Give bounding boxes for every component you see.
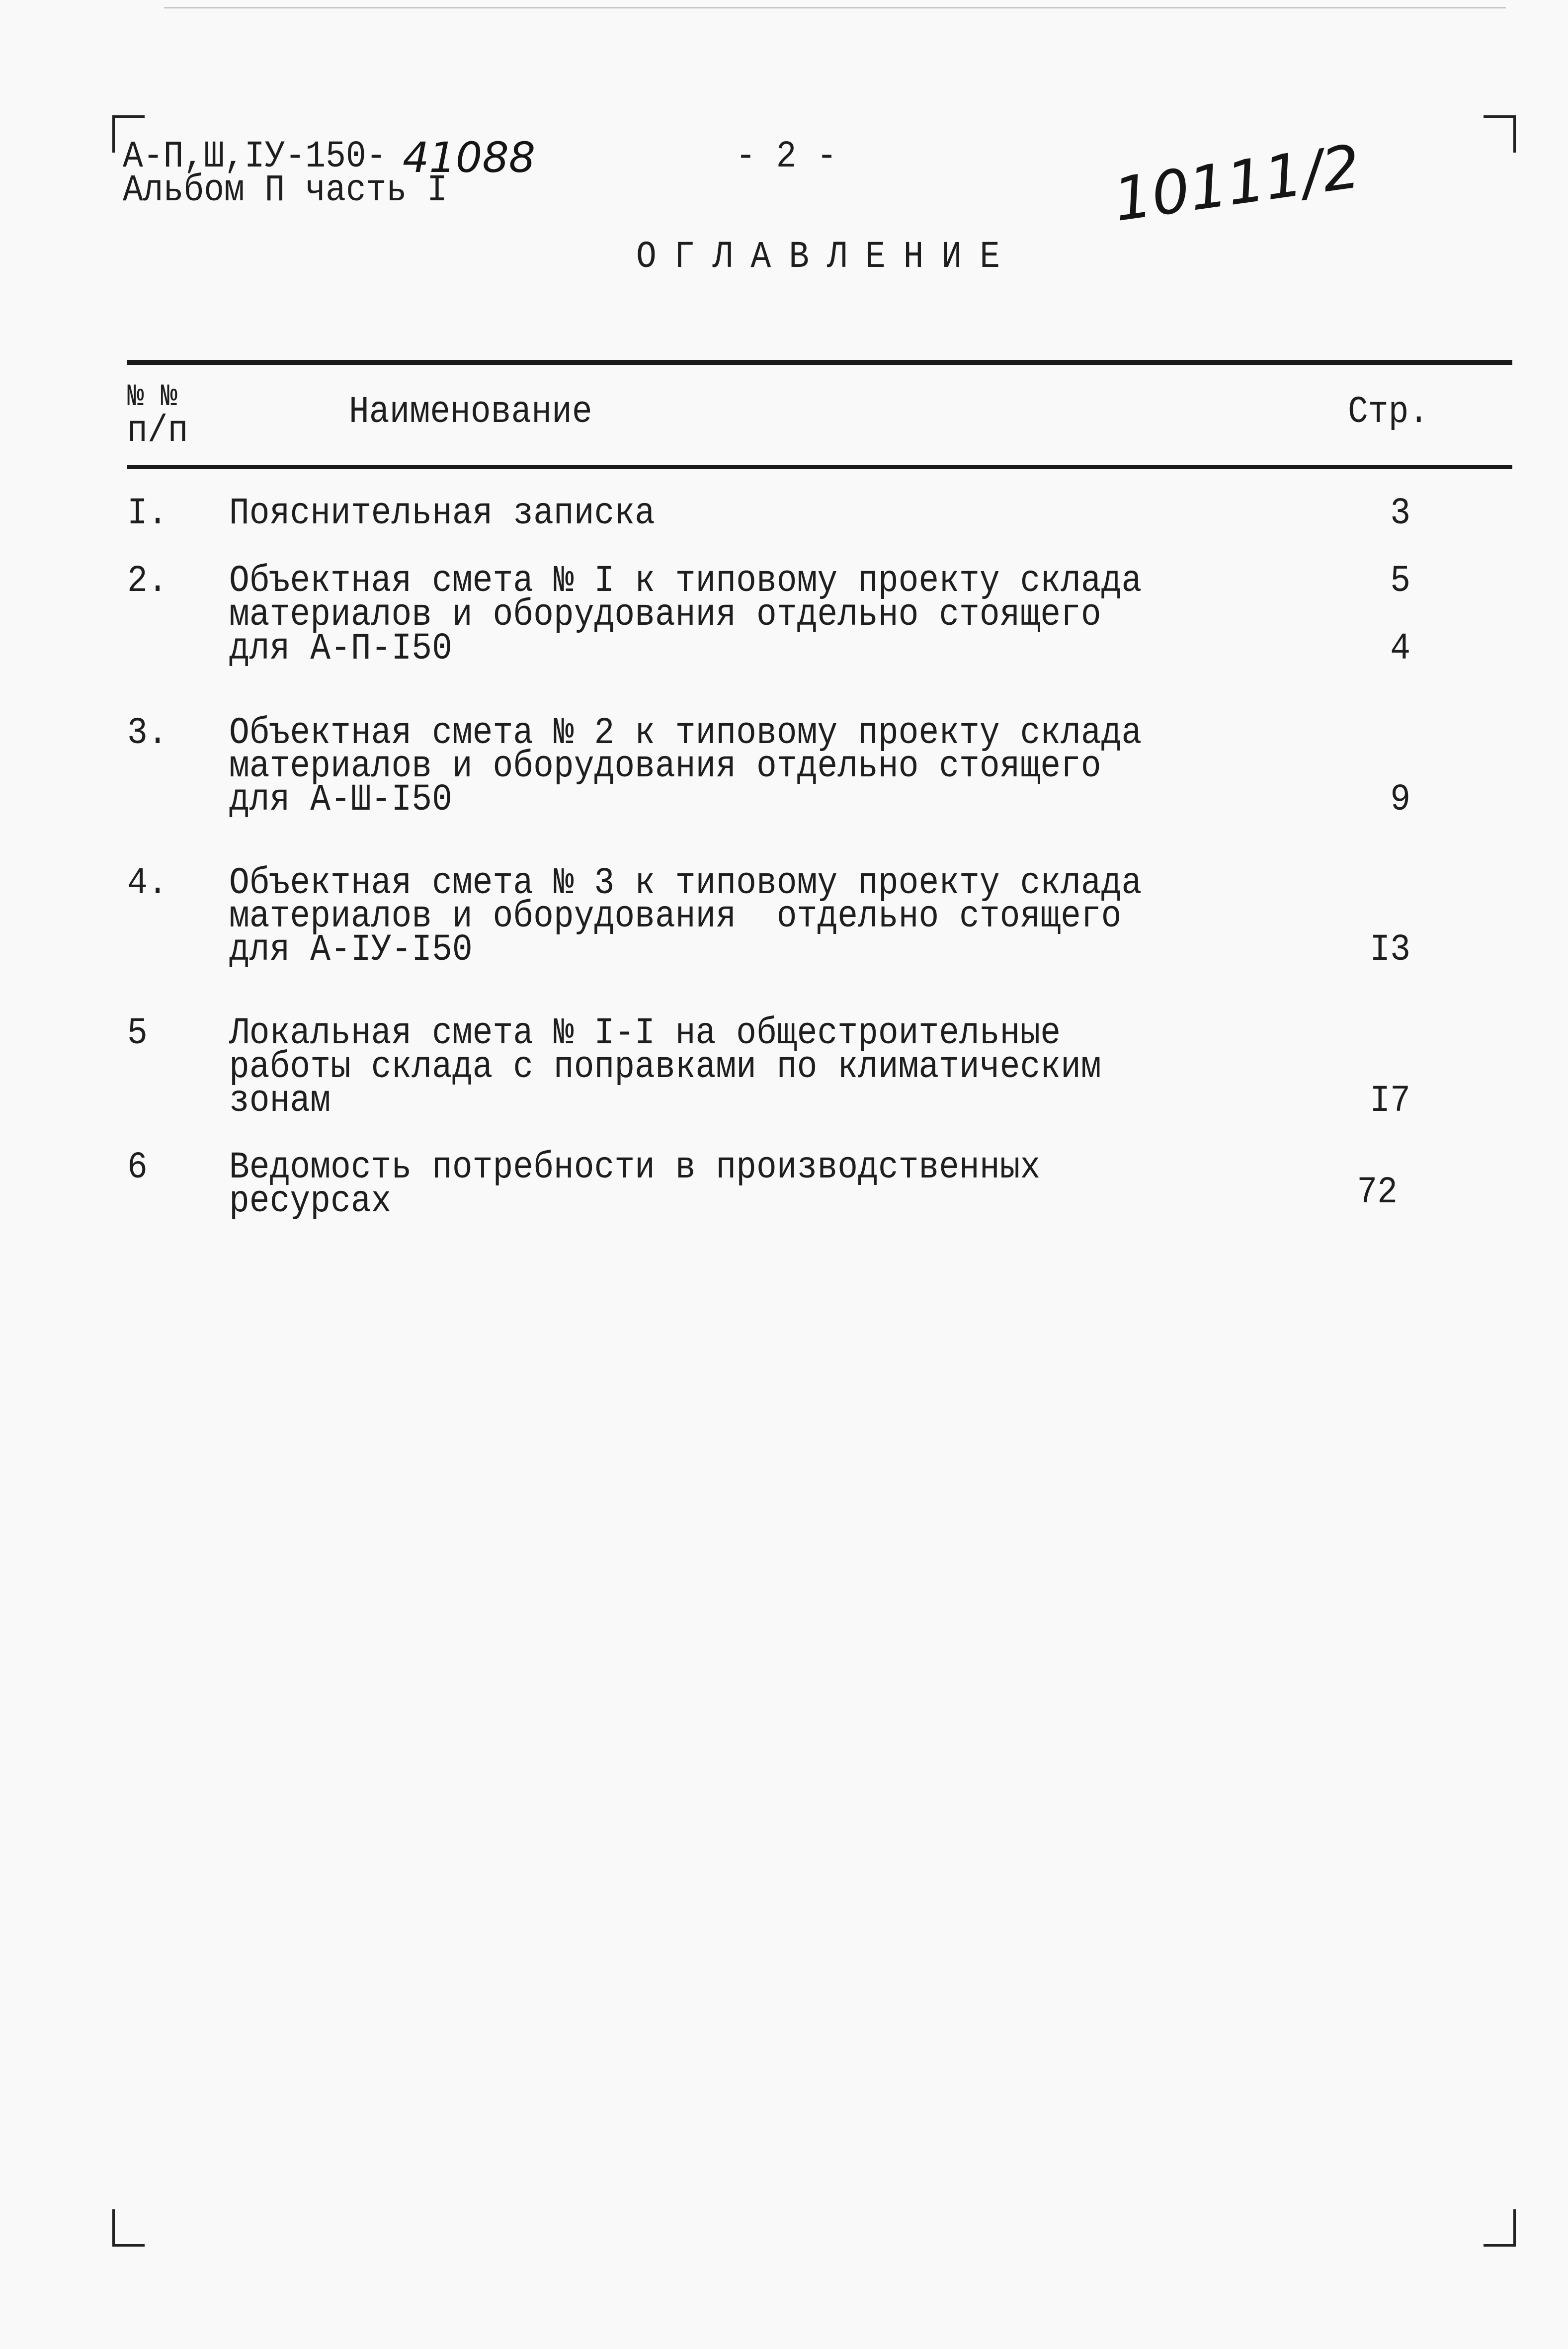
row-title-line: материалов и оборудования отдельно стоящего <box>229 895 1122 938</box>
row-number: 6 <box>127 1146 148 1189</box>
row-title-line: материалов и оборудования отдельно стоящего <box>229 745 1101 788</box>
row-number: 4. <box>127 862 168 905</box>
col-name-header: Наименование <box>349 391 592 434</box>
top-edge-line <box>164 7 1506 8</box>
row-number: 3. <box>127 712 168 755</box>
row-title-line: Пояснительная записка <box>229 492 655 535</box>
row-title-line: работы склада с поправками по климатическим <box>229 1046 1101 1089</box>
archive-number-handwritten: 10111/2 <box>1109 132 1365 236</box>
row-title-line: ресурсах <box>229 1180 392 1223</box>
corner-mark-bottom-left <box>112 2209 145 2247</box>
col-page-header: Стр. <box>1348 391 1429 434</box>
document-code: А-П,Ш,IУ-150- <box>123 135 387 178</box>
col-num-header-line1: № № <box>127 379 177 415</box>
row-number: 5 <box>127 1012 148 1055</box>
row-title-line: зонам <box>229 1080 331 1123</box>
row-title-line: Локальная смета № I-I на общестроительные <box>229 1012 1061 1055</box>
row-page: I7 <box>1370 1080 1410 1123</box>
row-page: 5 <box>1390 560 1410 603</box>
row-title-line: для А-П-I50 <box>229 627 452 671</box>
row-title-line: Ведомость потребности в производственных <box>229 1146 1041 1189</box>
row-title-line: материалов и оборудования отдельно стоящего <box>229 593 1101 637</box>
row-title-line: для А-IУ-I50 <box>229 928 473 972</box>
row-page: 4 <box>1390 627 1410 671</box>
row-number: I. <box>127 492 168 535</box>
row-title-line: Объектная смета № I к типовому проекту склада <box>229 560 1142 603</box>
corner-mark-bottom-right <box>1484 2209 1516 2247</box>
col-num-header-line2: п/п <box>127 410 188 453</box>
table-top-rule <box>127 360 1512 365</box>
row-title-line: для А-Ш-I50 <box>229 778 452 822</box>
album-label: Альбом П часть I <box>123 169 447 212</box>
row-page: I3 <box>1370 928 1410 972</box>
row-page: 9 <box>1390 778 1410 822</box>
table-header-rule <box>127 465 1512 469</box>
row-page: 3 <box>1390 492 1410 535</box>
document-code-handwritten: 41088 <box>403 133 536 182</box>
row-title-line: Объектная смета № 3 к типовому проекту склада <box>229 862 1142 905</box>
corner-mark-top-right <box>1484 115 1516 153</box>
page-title: ОГЛАВЛЕНИЕ <box>636 236 1018 279</box>
page-number: - 2 - <box>736 135 837 178</box>
row-title-line: Объектная смета № 2 к типовому проекту склада <box>229 712 1142 755</box>
row-page: 72 <box>1357 1171 1398 1214</box>
row-number: 2. <box>127 560 168 603</box>
